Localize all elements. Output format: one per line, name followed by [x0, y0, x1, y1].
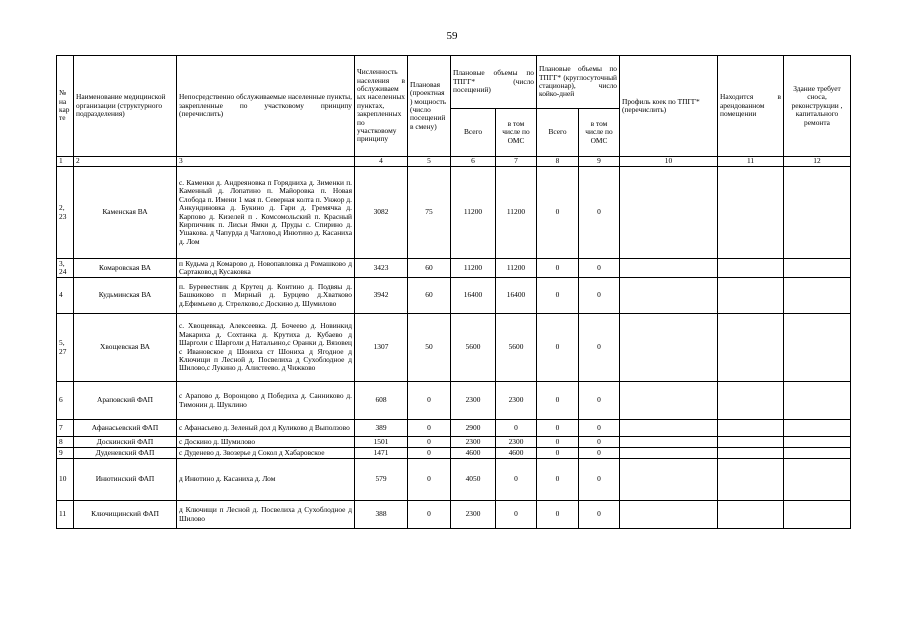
settlements-list: с Доскино д. Шумилово — [177, 437, 355, 448]
row-number: 8 — [57, 437, 74, 448]
facility-name: Инютинский ФАП — [74, 459, 177, 501]
header-beds: Плановые объемы по ТПГГ* (круглосуточный стационар), число койко-дней — [537, 56, 620, 109]
beds-oms-cell: 0 — [579, 382, 620, 420]
beds-total-cell: 0 — [537, 314, 579, 382]
row-number: 5, 27 — [57, 314, 74, 382]
col-number: 5 — [408, 157, 451, 167]
header-profile: Профиль коек по ТПГГ* (перечислить) — [620, 56, 718, 157]
settlements-list: д Инютино д. Касаниха д. Лом — [177, 459, 355, 501]
beds-total-cell: 0 — [537, 437, 579, 448]
rented-cell — [718, 420, 784, 437]
repair-cell — [784, 278, 851, 314]
visits-oms-cell: 2300 — [496, 382, 537, 420]
col-number: 12 — [784, 157, 851, 167]
repair-cell — [784, 314, 851, 382]
header-rented: Находится в арендованном помещении — [718, 56, 784, 157]
row-number: 10 — [57, 459, 74, 501]
table-row — [57, 420, 851, 437]
visits-oms-cell: 16400 — [496, 278, 537, 314]
beds-total-cell: 0 — [537, 382, 579, 420]
rented-cell — [718, 459, 784, 501]
repair-cell — [784, 448, 851, 459]
visits-total-cell: 4600 — [451, 448, 496, 459]
table-row — [57, 167, 851, 259]
beds-oms-cell: 0 — [579, 259, 620, 278]
header-beds-total: Всего — [537, 109, 579, 157]
col-number: 1 — [57, 157, 74, 167]
facility-name: Араповский ФАП — [74, 382, 177, 420]
capacity-cell: 0 — [408, 448, 451, 459]
row-number: 3, 24 — [57, 259, 74, 278]
rented-cell — [718, 501, 784, 529]
visits-total-cell: 2300 — [451, 501, 496, 529]
population-cell: 1501 — [355, 437, 408, 448]
facilities-table — [56, 55, 851, 529]
population-cell: 608 — [355, 382, 408, 420]
facility-name: Хвощевская ВА — [74, 314, 177, 382]
col-number: 8 — [537, 157, 579, 167]
rented-cell — [718, 278, 784, 314]
table-row — [57, 501, 851, 529]
capacity-cell: 50 — [408, 314, 451, 382]
visits-total-cell: 2900 — [451, 420, 496, 437]
beds-oms-cell: 0 — [579, 459, 620, 501]
col-number: 4 — [355, 157, 408, 167]
bed-profile-cell — [620, 459, 718, 501]
row-number: 7 — [57, 420, 74, 437]
repair-cell — [784, 167, 851, 259]
beds-oms-cell: 0 — [579, 448, 620, 459]
table-row — [57, 278, 851, 314]
row-number: 6 — [57, 382, 74, 420]
population-cell: 3082 — [355, 167, 408, 259]
capacity-cell: 60 — [408, 259, 451, 278]
rented-cell — [718, 314, 784, 382]
visits-oms-cell: 4600 — [496, 448, 537, 459]
row-number: 2, 23 — [57, 167, 74, 259]
table-row — [57, 448, 851, 459]
row-number: 9 — [57, 448, 74, 459]
col-number: 11 — [718, 157, 784, 167]
population-cell: 3942 — [355, 278, 408, 314]
beds-oms-cell: 0 — [579, 437, 620, 448]
rented-cell — [718, 167, 784, 259]
beds-oms-cell: 0 — [579, 501, 620, 529]
capacity-cell: 0 — [408, 382, 451, 420]
visits-oms-cell: 2300 — [496, 437, 537, 448]
repair-cell — [784, 501, 851, 529]
beds-total-cell: 0 — [537, 448, 579, 459]
table-row — [57, 382, 851, 420]
bed-profile-cell — [620, 314, 718, 382]
beds-total-cell: 0 — [537, 459, 579, 501]
repair-cell — [784, 259, 851, 278]
col-number: 9 — [579, 157, 620, 167]
visits-total-cell: 11200 — [451, 259, 496, 278]
col-number: 10 — [620, 157, 718, 167]
settlements-list: п Кудьма д Комарово д. Новопавловка д Ромашково д Сартаково,д Кусаковка — [177, 259, 355, 278]
page-number: 59 — [446, 30, 458, 42]
header-capacity: Плановая (проектная ) мощность (число посещений в смену) — [408, 56, 451, 157]
beds-total-cell: 0 — [537, 259, 579, 278]
settlements-list: с Афанасьево д. Зеленый дол д Куликово д Выползово — [177, 420, 355, 437]
repair-cell — [784, 459, 851, 501]
visits-oms-cell: 11200 — [496, 167, 537, 259]
bed-profile-cell — [620, 501, 718, 529]
beds-total-cell: 0 — [537, 278, 579, 314]
table-row — [57, 259, 851, 278]
rented-cell — [718, 259, 784, 278]
col-number: 2 — [74, 157, 177, 167]
capacity-cell: 0 — [408, 420, 451, 437]
population-cell: 389 — [355, 420, 408, 437]
visits-oms-cell: 0 — [496, 501, 537, 529]
settlements-list: с. Хвощевкад. Алексеевка. Д. Бочеево д. Новинкид Макариха д. Сохтанка д. Крутиха д. Кубаево д Шарголи с Шарголи д Натальино,с Оранки д. Вязовец с Ивановское д Шониха ст Шониха д Ягодное д Ключищи п Лесной д. Посвелиха д Сухоблодное д Шилово,с Лукино д. Алистеево. д Чижково — [177, 314, 355, 382]
beds-oms-cell: 0 — [579, 314, 620, 382]
header-visits: Плановые объемы по ТПГГ* (число посещений) — [451, 56, 537, 109]
facility-name: Афанасьевский ФАП — [74, 420, 177, 437]
bed-profile-cell — [620, 278, 718, 314]
visits-total-cell: 16400 — [451, 278, 496, 314]
beds-total-cell: 0 — [537, 420, 579, 437]
population-cell: 1307 — [355, 314, 408, 382]
bed-profile-cell — [620, 382, 718, 420]
facility-name: Каменская ВА — [74, 167, 177, 259]
visits-oms-cell: 0 — [496, 420, 537, 437]
visits-total-cell: 4050 — [451, 459, 496, 501]
settlements-list: с Арапово д. Воронцово д Победиха д. Санниково д. Тимонин д. Шуклино — [177, 382, 355, 420]
beds-oms-cell: 0 — [579, 420, 620, 437]
repair-cell — [784, 420, 851, 437]
facility-name: Доскинский ФАП — [74, 437, 177, 448]
population-cell: 1471 — [355, 448, 408, 459]
header-name: Наименование медицинской организации (структурного подразделения) — [74, 56, 177, 157]
settlements-list: д Ключищи п Лесной д. Посвелиха д Сухоблодное д Шилово — [177, 501, 355, 529]
settlements-list: с Дуденево д. Звозерье д Сокол д Хабаровское — [177, 448, 355, 459]
rented-cell — [718, 382, 784, 420]
capacity-cell: 0 — [408, 437, 451, 448]
repair-cell — [784, 382, 851, 420]
header-beds-oms: в том числе по ОМС — [579, 109, 620, 157]
capacity-cell: 0 — [408, 501, 451, 529]
table-row — [57, 314, 851, 382]
facility-name: Кудьминская ВА — [74, 278, 177, 314]
population-cell: 388 — [355, 501, 408, 529]
beds-total-cell: 0 — [537, 167, 579, 259]
beds-total-cell: 0 — [537, 501, 579, 529]
beds-oms-cell: 0 — [579, 278, 620, 314]
beds-oms-cell: 0 — [579, 167, 620, 259]
visits-total-cell: 2300 — [451, 437, 496, 448]
bed-profile-cell — [620, 448, 718, 459]
table-row — [57, 437, 851, 448]
header-points: Непосредственно обслуживаемые населенные пункты, закрепленные по участковому принципу (перечислить) — [177, 56, 355, 157]
header-visits-total: Всего — [451, 109, 496, 157]
facility-name: Дуденевский ФАП — [74, 448, 177, 459]
visits-oms-cell: 5600 — [496, 314, 537, 382]
col-number: 6 — [451, 157, 496, 167]
row-number: 11 — [57, 501, 74, 529]
table-row — [57, 459, 851, 501]
visits-oms-cell: 11200 — [496, 259, 537, 278]
bed-profile-cell — [620, 259, 718, 278]
bed-profile-cell — [620, 167, 718, 259]
col-number: 7 — [496, 157, 537, 167]
header-num: № на кар те — [57, 56, 74, 157]
capacity-cell: 75 — [408, 167, 451, 259]
facility-name: Ключищинский ФАП — [74, 501, 177, 529]
settlements-list: с. Каменки д. Андреяновка п Горядниха д. Зименки п. Каменный д. Лопатино п. Майоровка п. Новая Слобода п. Имени 1 мая п. Северная колта п. Унжор д. Анкундиновка д. Букино д. Гари д. Гремячка д. Карпово д. Кизелей п . Комсомольский п. Красный Кирпичник п. Лисьи Ямки д. Пруды с. Спирино д. Ушакова. д Чапурда д Чаглово,д Инютино д. Касаниха д. Лом — [177, 167, 355, 259]
population-cell: 3423 — [355, 259, 408, 278]
row-number: 4 — [57, 278, 74, 314]
repair-cell — [784, 437, 851, 448]
visits-total-cell: 5600 — [451, 314, 496, 382]
column-number-row — [57, 157, 851, 167]
rented-cell — [718, 437, 784, 448]
bed-profile-cell — [620, 437, 718, 448]
facility-name: Комаровская ВА — [74, 259, 177, 278]
visits-total-cell: 2300 — [451, 382, 496, 420]
visits-total-cell: 11200 — [451, 167, 496, 259]
population-cell: 579 — [355, 459, 408, 501]
col-number: 3 — [177, 157, 355, 167]
capacity-cell: 60 — [408, 278, 451, 314]
capacity-cell: 0 — [408, 459, 451, 501]
settlements-list: п. Буревестник д Крутец д. Контино д. Подвяы д. Башкиково п Мирный д. Бурцево д.Хватково д.Ефимьево д. Стрелково,с Доскино д. Шумилово — [177, 278, 355, 314]
visits-oms-cell: 0 — [496, 459, 537, 501]
header-visits-oms: в том числе по ОМС — [496, 109, 537, 157]
header-repair: Здание требует сноса, реконструкции , капитального ремонта — [784, 56, 851, 157]
rented-cell — [718, 448, 784, 459]
bed-profile-cell — [620, 420, 718, 437]
header-population: Численность населения в обслуживаем ых населенных пунктах, закрепленных по участковому принципу — [355, 56, 408, 157]
